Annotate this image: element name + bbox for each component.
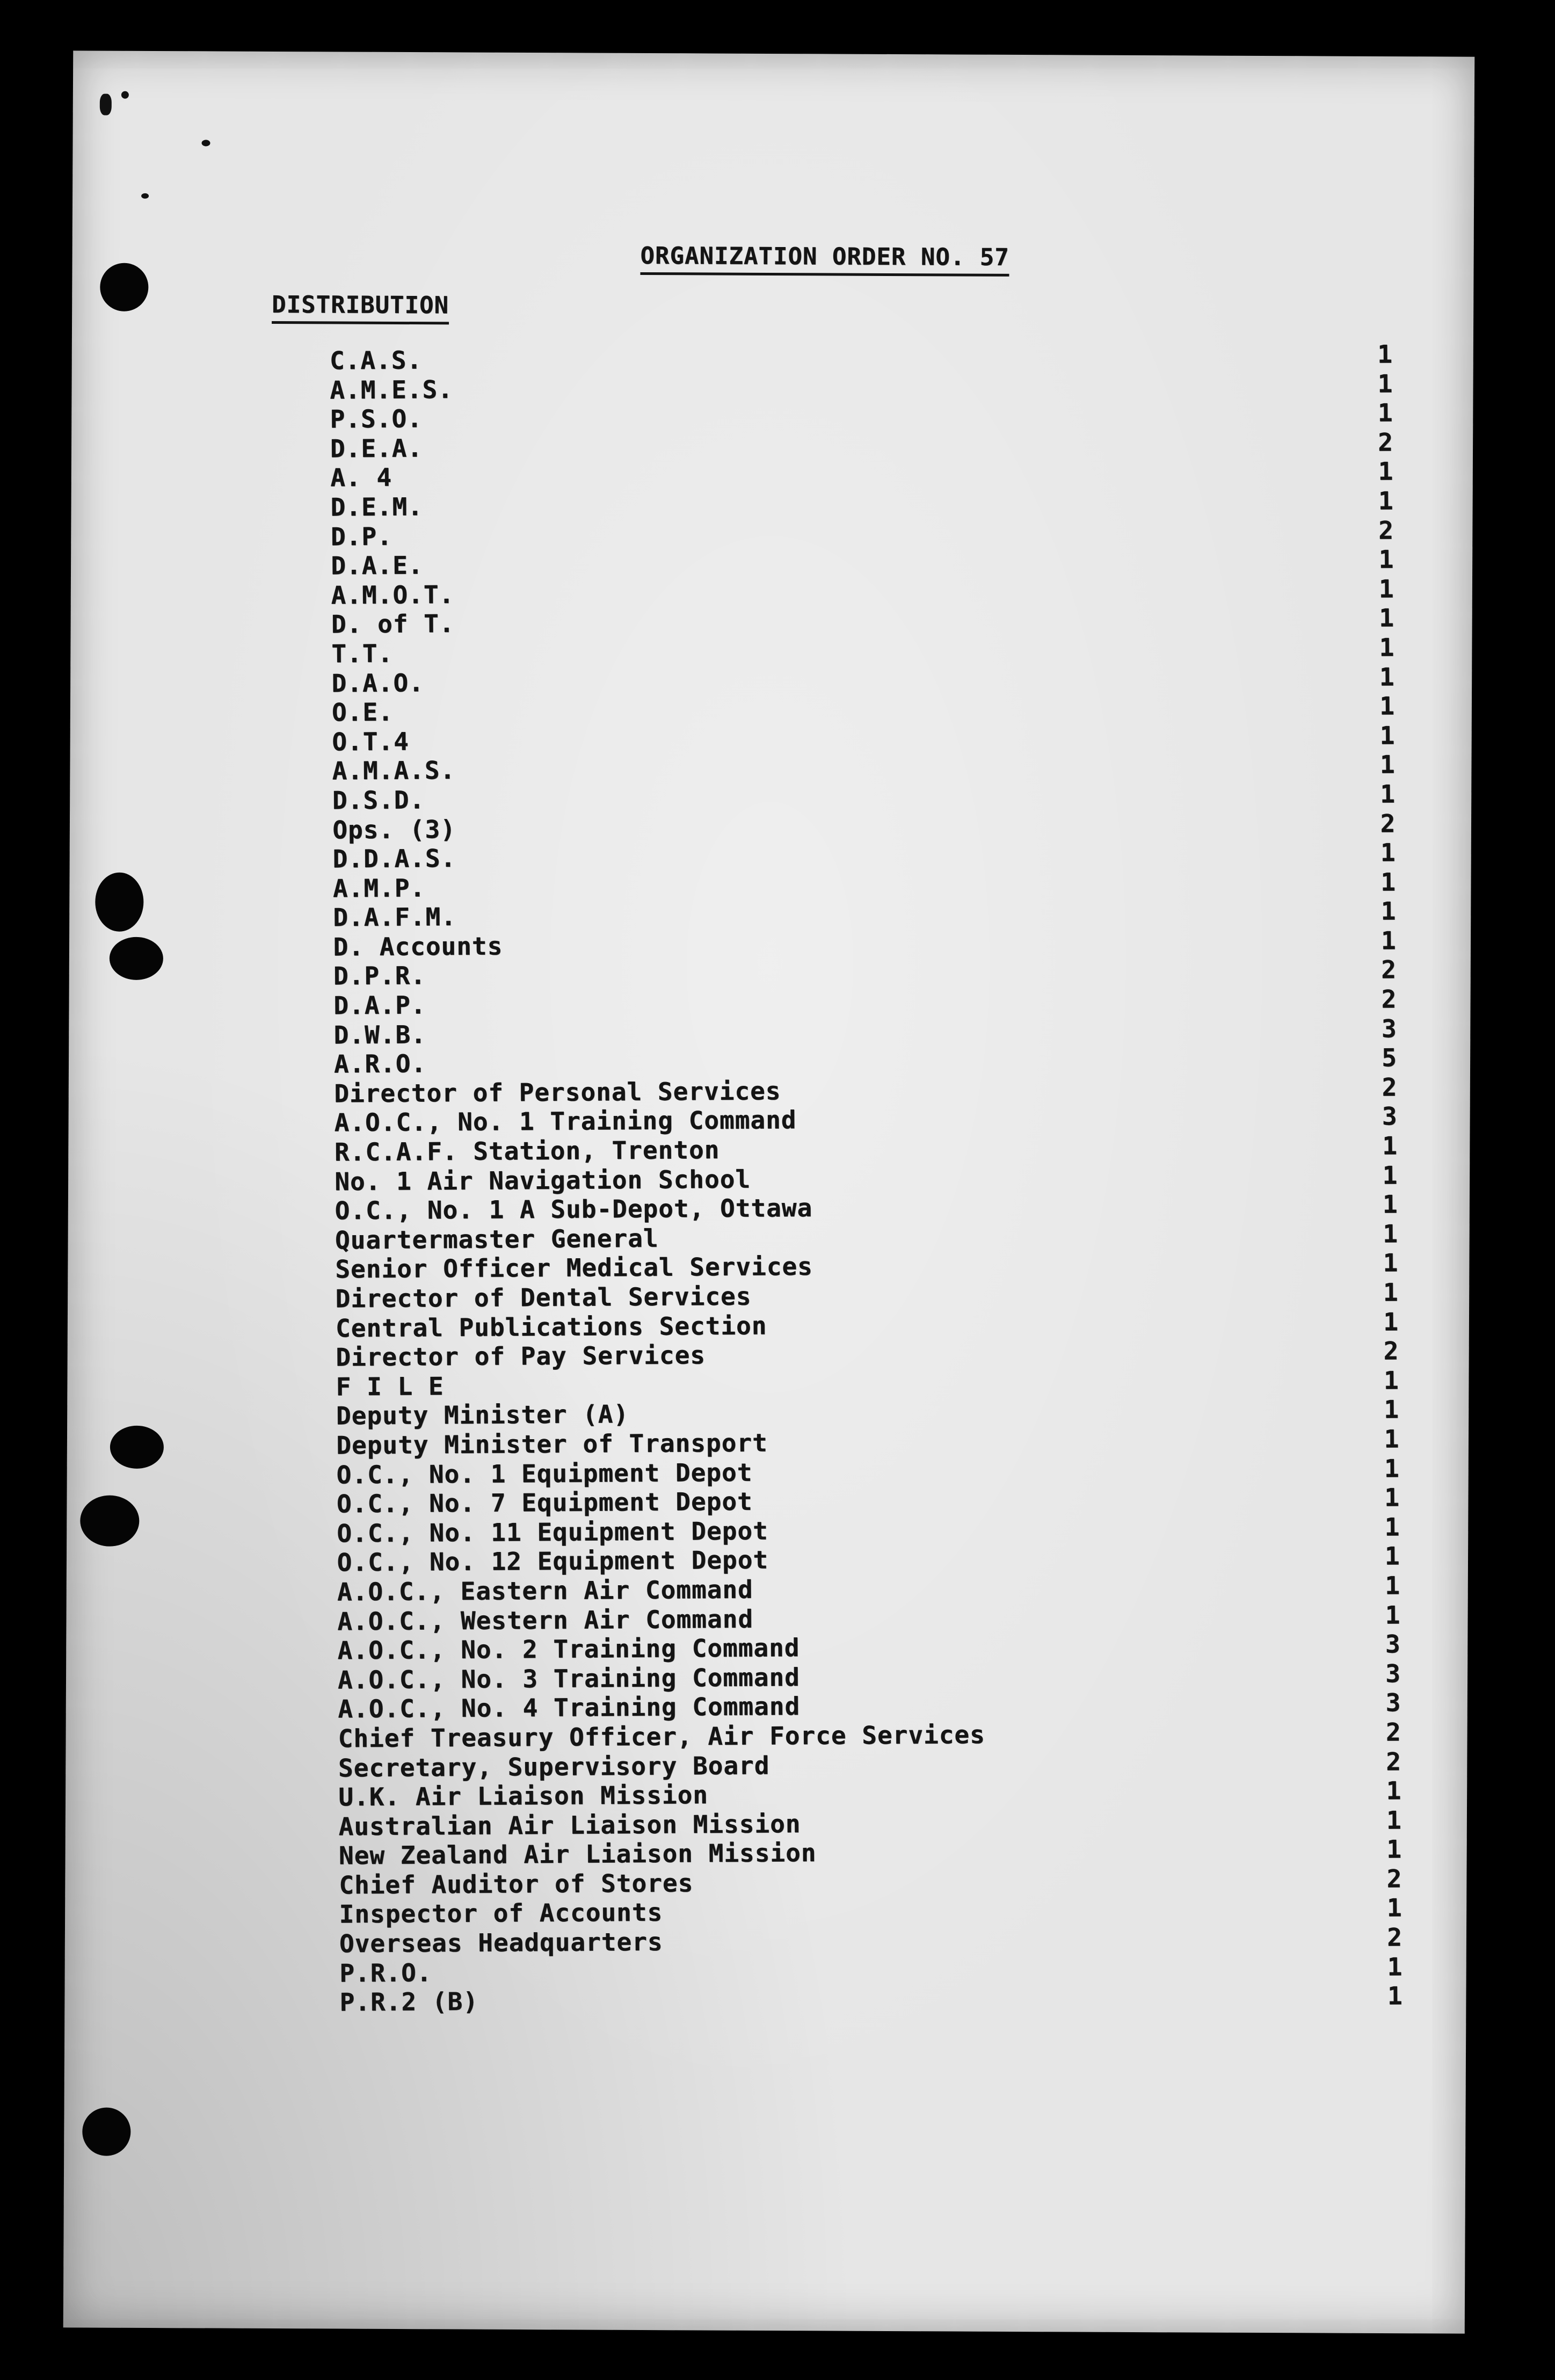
distribution-recipient: D.A.E. (331, 550, 424, 581)
distribution-recipient: O.C., No. 1 A Sub-Depot, Ottawa (335, 1193, 813, 1225)
distribution-recipient: O.C., No. 11 Equipment Depot (337, 1516, 768, 1548)
distribution-copy-count: 2 (1382, 1072, 1398, 1102)
distribution-copy-count: 1 (1383, 1248, 1399, 1278)
distribution-recipient: O.T.4 (332, 727, 410, 757)
distribution-recipient: A.O.C., No. 4 Training Command (338, 1692, 801, 1724)
distribution-recipient: T.T. (331, 638, 394, 669)
distribution-recipient: R.C.A.F. Station, Trenton (334, 1135, 720, 1167)
distribution-copy-count: 1 (1377, 339, 1393, 369)
distribution-copy-count: 1 (1384, 1541, 1400, 1571)
distribution-copy-count: 1 (1383, 1307, 1399, 1337)
distribution-copy-count: 1 (1384, 1512, 1400, 1542)
distribution-copy-count: 2 (1386, 1864, 1403, 1893)
distribution-recipient: D. Accounts (333, 931, 503, 962)
distribution-copy-count: 1 (1379, 750, 1396, 779)
distribution-copy-count: 1 (1383, 1278, 1399, 1307)
distribution-copy-count: 2 (1385, 1717, 1401, 1747)
distribution-copy-count: 1 (1380, 896, 1397, 926)
distribution-recipient: Senior Officer Medical Services (335, 1252, 813, 1284)
distribution-recipient: D.A.P. (333, 990, 426, 1020)
distribution-copy-count: 1 (1382, 1160, 1398, 1190)
distribution-recipient: A.O.C., Eastern Air Command (337, 1574, 753, 1607)
distribution-copy-count: 1 (1387, 1981, 1403, 2011)
ink-speck-4 (141, 193, 149, 199)
distribution-recipient: No. 1 Air Navigation School (335, 1164, 751, 1196)
distribution-copy-count: 1 (1383, 1219, 1399, 1249)
distribution-copy-count: 1 (1378, 486, 1394, 516)
distribution-recipient: A. 4 (330, 463, 393, 492)
distribution-recipient: A.M.O.T. (331, 579, 455, 610)
distribution-copy-count: 1 (1384, 1424, 1400, 1454)
distribution-recipient: A.O.C., No. 1 Training Command (334, 1105, 797, 1137)
distribution-copy-count: 1 (1384, 1453, 1400, 1483)
distribution-recipient: New Zealand Air Liaison Mission (338, 1838, 817, 1870)
distribution-copy-count: 2 (1386, 1746, 1402, 1776)
distribution-recipient: D.P. (330, 521, 393, 551)
distribution-recipient: P.R.O. (339, 1957, 432, 1988)
distribution-copy-count: 1 (1379, 662, 1395, 692)
distribution-recipient: Australian Air Liaison Mission (338, 1809, 801, 1841)
distribution-recipient: D. of T. (331, 609, 455, 639)
distribution-copy-count: 3 (1382, 1101, 1398, 1131)
distribution-recipient: O.C., No. 12 Equipment Depot (337, 1545, 769, 1577)
distribution-copy-count: 1 (1386, 1893, 1403, 1922)
distribution-copy-count: 3 (1385, 1688, 1401, 1717)
distribution-copy-count: 2 (1381, 984, 1397, 1014)
ink-speck-2 (121, 91, 129, 99)
distribution-recipient: Deputy Minister of Transport (336, 1428, 768, 1460)
distribution-copy-count: 1 (1379, 691, 1396, 721)
distribution-copy-count: 1 (1380, 838, 1396, 867)
distribution-recipient: O.C., No. 1 Equipment Depot (336, 1457, 753, 1489)
distribution-recipient: P.R.2 (B) (339, 1987, 479, 2017)
distribution-copy-count: 3 (1385, 1658, 1401, 1688)
distribution-recipient: D.A.F.M. (333, 902, 457, 932)
distribution-recipient: F I L E (336, 1371, 444, 1402)
distribution-recipient: Quartermaster General (335, 1223, 659, 1255)
punch-hole-3 (110, 937, 163, 980)
distribution-copy-count: 2 (1383, 1336, 1399, 1366)
distribution-recipient: D.E.A. (330, 433, 423, 463)
distribution-copy-count: 1 (1382, 1131, 1398, 1160)
distribution-recipient: Chief Treasury Officer, Air Force Services (338, 1719, 986, 1753)
distribution-copy-count: 1 (1378, 456, 1394, 486)
distribution-copy-count: 1 (1380, 867, 1397, 897)
distribution-copy-count: 1 (1378, 545, 1394, 574)
distribution-recipient: D.P.R. (333, 961, 426, 991)
distribution-copy-count: 1 (1379, 721, 1396, 750)
distribution-recipient: A.O.C., No. 3 Training Command (337, 1662, 801, 1695)
distribution-recipient: D.W.B. (333, 1019, 427, 1050)
distribution-copy-count: 1 (1380, 779, 1396, 809)
distribution-copy-count: 1 (1384, 1483, 1400, 1512)
distribution-row (340, 1982, 1403, 2018)
distribution-recipient: P.S.O. (330, 404, 423, 434)
distribution-copy-count: 1 (1379, 603, 1395, 633)
distribution-recipient: U.K. Air Liaison Mission (338, 1780, 709, 1812)
distribution-recipient: O.C., No. 7 Equipment Depot (336, 1486, 753, 1519)
distribution-copy-count: 1 (1387, 1951, 1403, 1982)
distribution-recipient: Central Publications Section (335, 1311, 767, 1343)
distribution-recipient: Director of Dental Services (335, 1281, 752, 1314)
distribution-copy-count: 2 (1387, 1922, 1403, 1952)
distribution-copy-count: 1 (1386, 1776, 1402, 1805)
distribution-recipient: A.O.C., Western Air Command (337, 1604, 754, 1636)
punch-hole-5 (80, 1495, 139, 1546)
distribution-copy-count: 2 (1381, 955, 1397, 984)
distribution-recipient: D.S.D. (332, 785, 425, 815)
distribution-recipient: D.E.M. (330, 492, 424, 522)
distribution-recipient: Ops. (3) (332, 814, 456, 844)
distribution-copy-count: 1 (1377, 368, 1393, 398)
distribution-list (330, 339, 1403, 2017)
distribution-recipient: A.M.A.S. (332, 756, 456, 786)
distribution-copy-count: 1 (1377, 398, 1393, 427)
distribution-recipient: D.A.O. (331, 667, 425, 698)
distribution-copy-count: 3 (1385, 1629, 1401, 1659)
distribution-recipient: Deputy Minister (A) (336, 1399, 629, 1431)
distribution-copy-count: 1 (1386, 1834, 1403, 1864)
distribution-copy-count: 5 (1382, 1043, 1398, 1072)
ink-speck-1 (100, 94, 112, 115)
distribution-recipient: Director of Pay Services (336, 1340, 706, 1372)
distribution-copy-count: 1 (1383, 1366, 1399, 1395)
distribution-recipient: C.A.S. (329, 345, 423, 375)
distribution-copy-count: 1 (1379, 633, 1395, 662)
distribution-recipient: Director of Personal Services (334, 1076, 781, 1108)
order-title: ORGANIZATION ORDER NO. 57 (640, 241, 1009, 277)
distribution-recipient: Inspector of Accounts (339, 1898, 663, 1929)
distribution-recipient: A.R.O. (333, 1049, 427, 1079)
distribution-copy-count: 2 (1380, 808, 1396, 838)
distribution-recipient: Overseas Headquarters (339, 1927, 663, 1958)
distribution-heading: DISTRIBUTION (272, 290, 449, 324)
distribution-copy-count: 1 (1382, 1189, 1398, 1219)
distribution-copy-count: 1 (1378, 574, 1394, 604)
distribution-copy-count: 1 (1384, 1395, 1400, 1424)
distribution-recipient: Chief Auditor of Stores (339, 1868, 694, 1900)
distribution-recipient: Secretary, Supervisory Board (338, 1750, 770, 1782)
punch-hole-6 (82, 2107, 130, 2156)
punch-hole-4 (110, 1426, 164, 1469)
distribution-recipient: D.D.A.S. (332, 844, 456, 874)
distribution-copy-count: 1 (1385, 1600, 1401, 1629)
punch-hole-1 (100, 263, 148, 311)
distribution-copy-count: 3 (1381, 1013, 1397, 1043)
distribution-recipient: A.O.C., No. 2 Training Command (337, 1633, 800, 1665)
distribution-recipient: O.E. (331, 697, 394, 727)
distribution-recipient: A.M.E.S. (330, 374, 454, 405)
distribution-copy-count: 2 (1378, 515, 1394, 545)
distribution-copy-count: 1 (1385, 1571, 1401, 1600)
punch-hole-2 (95, 873, 143, 932)
distribution-copy-count: 1 (1386, 1805, 1402, 1835)
document-page (63, 50, 1474, 2333)
distribution-copy-count: 2 (1378, 427, 1394, 457)
distribution-recipient: A.M.P. (332, 873, 426, 903)
ink-speck-3 (201, 140, 210, 146)
distribution-copy-count: 1 (1380, 926, 1397, 955)
